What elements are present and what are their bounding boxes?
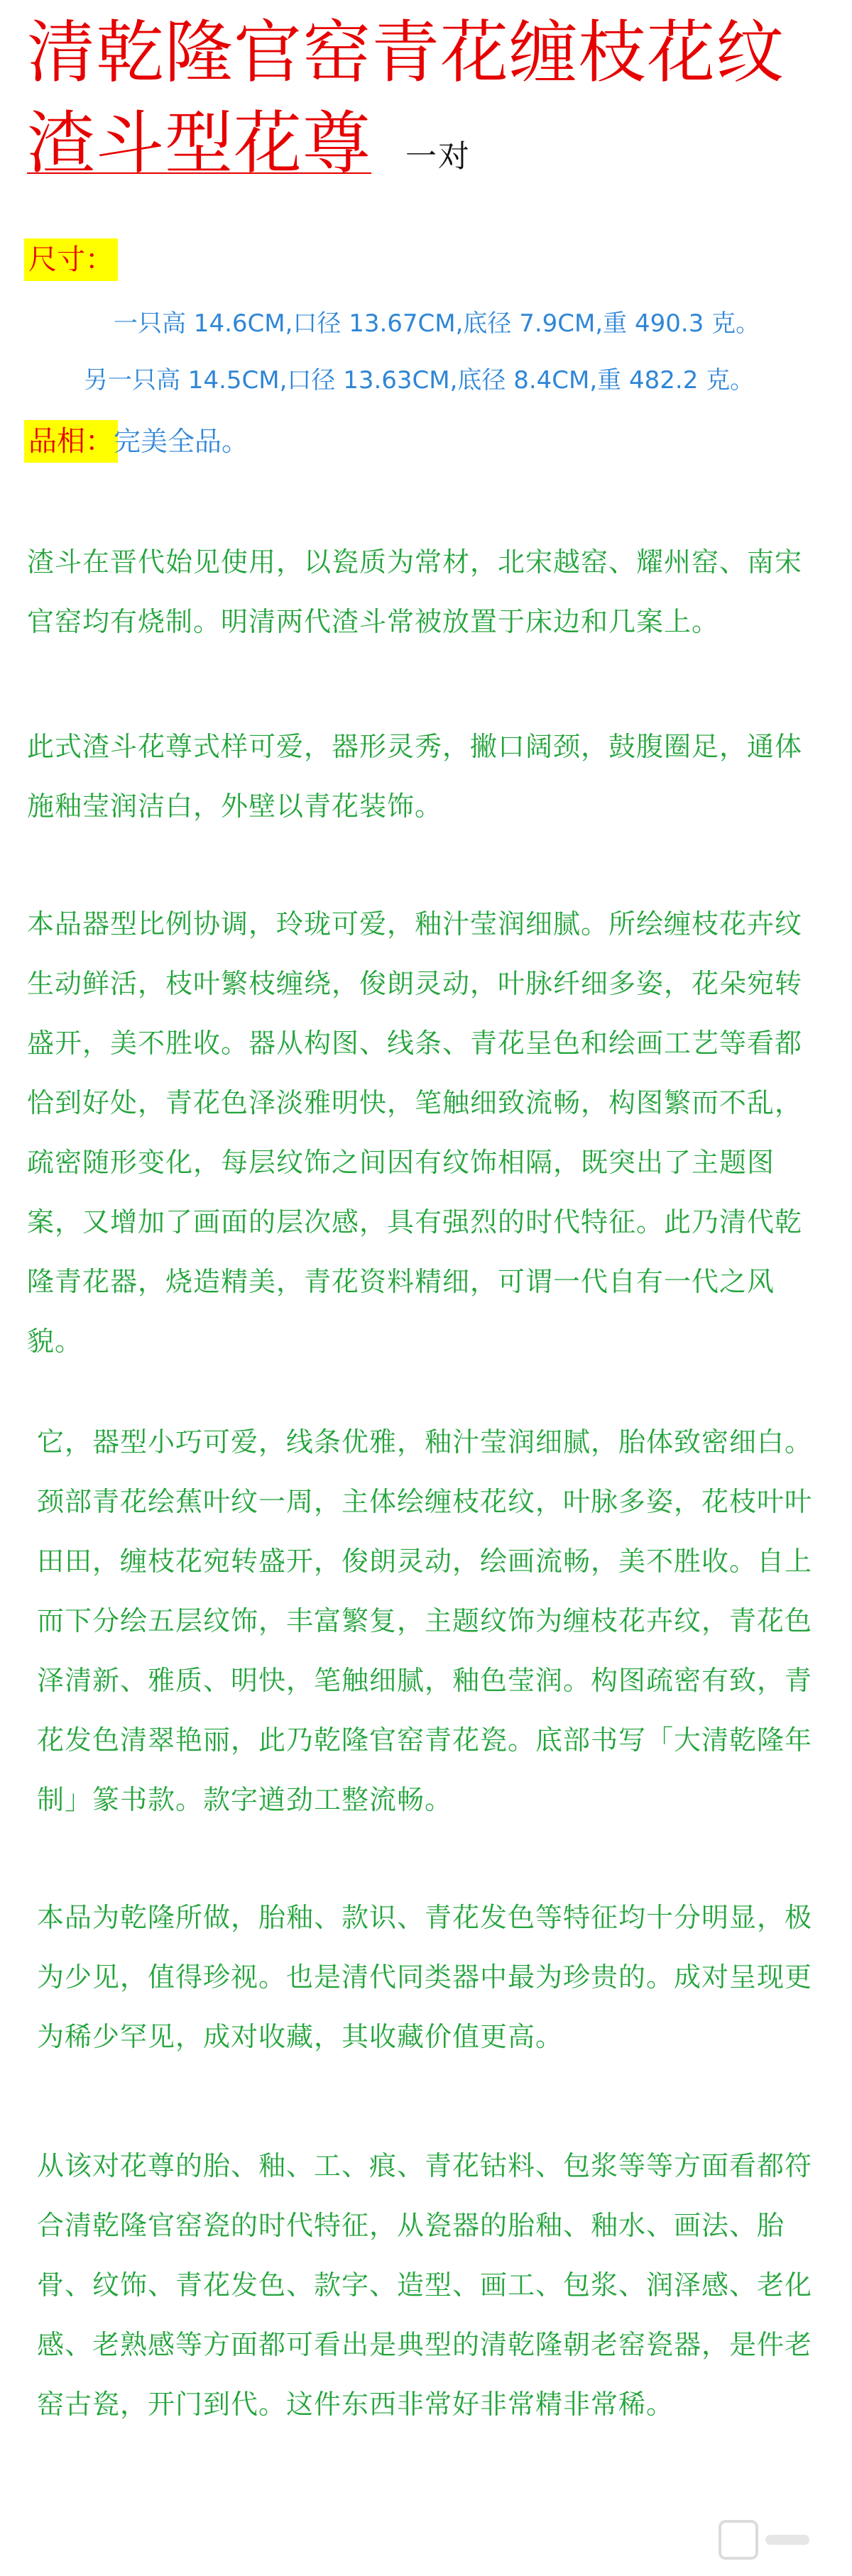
paragraph-authenticity: 从该对花尊的胎、釉、工、痕、青花钴料、包浆等等方面看都符合清乾隆官窑瓷的时代特征，从瓷器的胎釉、釉水、画法、胎骨、纹饰、青花发色、款字、造型、画工、包浆、润泽感、老化感、老熟感等方面都可看出是典型的清乾隆朝老窑瓷器，是件老窑古瓷，开门到代。这件东西非常好非常精非常稀。 [37, 2150, 813, 2420]
size-line-1: 一只高 14.6CM,口径 13.67CM,底径 7.9CM,重 490.3 克。 [114, 309, 760, 338]
paragraph-form: 此式渣斗花尊式样可爱，器形灵秀，撇口阔颈，鼓腹圈足，通体施釉莹润洁白，外壁以青花装饰。 [27, 731, 803, 822]
size-line-2: 另一只高 14.5CM,口径 13.63CM,底径 8.4CM,重 482.2 克。 [84, 366, 755, 395]
title-line-2: 渣斗型花尊 [27, 104, 371, 183]
size-label: 尺寸： [24, 238, 118, 281]
quality-label: 品相： [24, 420, 118, 463]
paragraph-rarity: 本品为乾隆所做，胎釉、款识、青花发色等特征均十分明显，极为少见，值得珍视。也是清代同类器中最为珍贵的。成对呈现更为稀少罕见，成对收藏，其收藏价值更高。 [37, 1902, 813, 2052]
document-title [27, 7, 836, 202]
paragraph-history: 渣斗在晋代始见使用，以瓷质为常材，北宋越窑、耀州窑、南宋官窑均有烧制。明清两代渣斗常被放置于床边和几案上。 [27, 546, 803, 637]
paragraph-description: 本品器型比例协调，玲珑可爱，釉汁莹润细腻。所绘缠枝花卉纹生动鲜活，枝叶繁枝缠绕，俊朗灵动，叶脉纤细多姿，花朵宛转盛开，美不胜收。器从构图、线条、青花呈色和绘画工艺等看都恰到好处，青花色泽淡雅明快，笔触细致流畅，构图繁而不乱，疏密随形变化，每层纹饰之间因有纹饰相隔，既突出了主题图案，又增加了画面的层次感，具有强烈的时代特征。此乃清代乾隆青花器，烧造精美，青花资料精细，可谓一代自有一代之风貌。 [27, 908, 803, 1357]
title-line-1: 清乾隆官窑青花缠枝花纹 [27, 13, 785, 92]
watermark-bar [765, 2535, 809, 2545]
title-line-2-row [27, 98, 836, 202]
paragraph-decoration: 它，器型小巧可爱，线条优雅，釉汁莹润细腻，胎体致密细白。颈部青花绘蕉叶纹一周，主体绘缠枝花纹，叶脉多姿，花枝叶叶田田，缠枝花宛转盛开，俊朗灵动，绘画流畅，美不胜收。自上而下分绘五层纹饰，丰富繁复，主题纹饰为缠枝花卉纹，青花色泽清新、雅质、明快，笔触细腻，釉色莹润。构图疏密有致，青花发色清翠艳丽，此乃乾隆官窑青花瓷。底部书写「大清乾隆年制」篆书款。款字遒劲工整流畅。 [37, 1426, 813, 1815]
site-logo-icon [719, 2520, 758, 2560]
watermark [719, 2519, 818, 2560]
title-subtitle: 一对 [405, 138, 471, 175]
quality-value: 完美全品。 [114, 426, 249, 457]
